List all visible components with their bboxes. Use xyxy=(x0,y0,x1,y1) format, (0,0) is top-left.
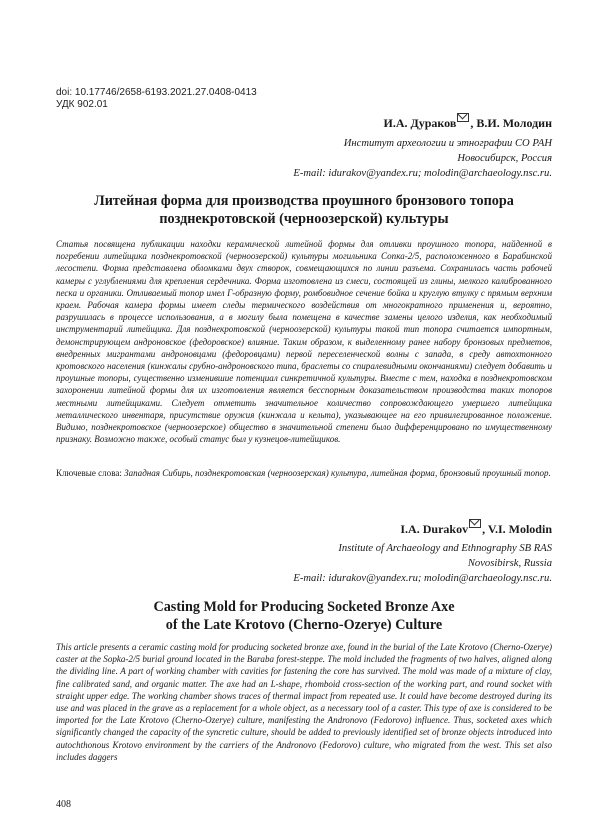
keywords-label: Ключевые слова: xyxy=(56,468,125,478)
authors-ru xyxy=(383,113,552,131)
institute-en: Institute of Archaeology and Ethnography SB RAS xyxy=(338,543,552,554)
article-title-en xyxy=(56,598,552,634)
authors-en xyxy=(400,519,552,537)
title-en-line-2: of the Late Krotovo (Cherno-Ozerye) Culture xyxy=(165,617,443,633)
page-number: 408 xyxy=(56,799,71,810)
institute-ru: Институт археологии и этнографии СО РАН xyxy=(343,138,552,149)
email-en: E-mail: idurakov@yandex.ru; molodin@archaeology.nsc.ru. xyxy=(293,573,552,584)
title-ru-line-2: позднекротовской (черноозерской) культуры xyxy=(159,211,449,227)
article-meta xyxy=(56,87,257,111)
city-en: Novosibirsk, Russia xyxy=(467,558,552,569)
title-ru-line-1: Литейная форма для производства проушного бронзового топора xyxy=(94,193,514,209)
envelope-icon xyxy=(469,519,481,528)
article-title-ru xyxy=(56,192,552,228)
doi: doi: 10.17746/2658-6193.2021.27.0408-0413 xyxy=(56,87,257,98)
affiliation-ru xyxy=(293,136,552,181)
affiliation-en xyxy=(293,541,552,586)
author-molodin-en: , V.I. Molodin xyxy=(482,522,552,536)
udk: УДК 902.01 xyxy=(56,99,108,110)
abstract-ru: Статья посвящена публикации находки керамической литейной формы для отливки проушного топора, найденной в погребении литейщика позднекротовской (черноозерской) культуры могильника Сопка-2/5, расположенного в Барабинской лесостепи. Форма представлена обломками двух створок, совмещающихся по линии разъема. Сохранилась часть рабочей камеры с углублениями для крепления сердечника. Форма изготовлена из смеси, состоящей из глины, мелкого калиброванного песка и органики. Отливаемый топор имел Г-образную форму, ромбовидное сечение бойка и круглую втулку с прямым верхним краем. Рабочая камера формы имеет следы термического воздействия от многократного применения и, вероятно, разрушилась в процессе использования, а в могилу была помещена в качестве замены целого изделия, как необходимый инструментарий литейщика. Для позднекротовской (черноозерской) культуры такой тип топора считается импортным, демонстрирующем андроновское (федоровское) влияние. Таким образом, к выделенному ранее набору бронзовых предметов, внедренных мигрантами андроновцами (федоровцами) первой переселенческой волны с запада, в среду автохтонного кротовского населения (кинжалы срубно-андроновского типа, браслеты со спиралевидными окончаниями) следует добавить и проушные топоры, существенно изменившие потенциал синкретичной культуры. Вместе с тем, находка в позднекротовском захоронении литейной формы для их изготовления является бесспорным доказательством производства таких топоров местными литейщиками. Следует отметить значительное количество сопровождающего умершего литейщика металлического инвентаря, присутствие оружия (кинжала и кельта), указывающее на его привилегированное положение. Видимо, позднекротовское (черноозерское) общество в значительной степени было дифференцировано по имущественному признаку. Возможно также, особый статус был у кузнецов-литейщиков. xyxy=(56,239,552,445)
abstract-en: This article presents a ceramic casting mold for producing socketed bronze axe, found in the burial of the Late Krotovo (Cherno-Ozerye) caster at the Sopka-2/5 burial ground located in the Baraba forest-steppe. The mold included the fragments of two halves, aligned along the dividing line. A part of working chamber with cavities for fastening the core has survived. The mold was made of a mixture of clay, fine calibrated sand, and organic matter. The axe had an L-shape, rhomboid cross-section of the working part, and round socket with straight upper edge. The working chamber shows traces of thermal impact from repeated use. It could have become destroyed during its use and was placed in the grave as a replacement for a whole object, as a necessary tool of a caster. This type of axe is considered to be imported for the Late Krotovo (Cherno-Ozerye) culture, manifesting the Andronovo (Fedorovo) influence. Thus, socketed axes which significantly changed the capacity of the syncretic culture, should be added to previously identified set of bronze objects introduced into autochthonous Krotovo environment by the carriers of the Andronovo (Fedorovo) culture, who migrated from the west. This set also includes daggers xyxy=(56,642,552,762)
keywords-ru xyxy=(56,467,552,479)
author-durakov-en: I.A. Durakov xyxy=(400,522,469,536)
city-ru: Новосибирск, Россия xyxy=(457,153,552,164)
keywords-text: Западная Сибирь, позднекротовская (черноозерская) культура, литейная форма, бронзовый проушный топор. xyxy=(124,468,551,478)
email-ru: E-mail: idurakov@yandex.ru; molodin@archaeology.nsc.ru. xyxy=(293,168,552,179)
title-en-line-1: Casting Mold for Producing Socketed Bronze Axe xyxy=(153,599,455,615)
author-durakov-ru: И.А. Дураков xyxy=(383,116,457,130)
paper-page xyxy=(56,0,552,820)
author-molodin-ru: , В.И. Молодин xyxy=(470,116,552,130)
envelope-icon xyxy=(457,113,469,122)
